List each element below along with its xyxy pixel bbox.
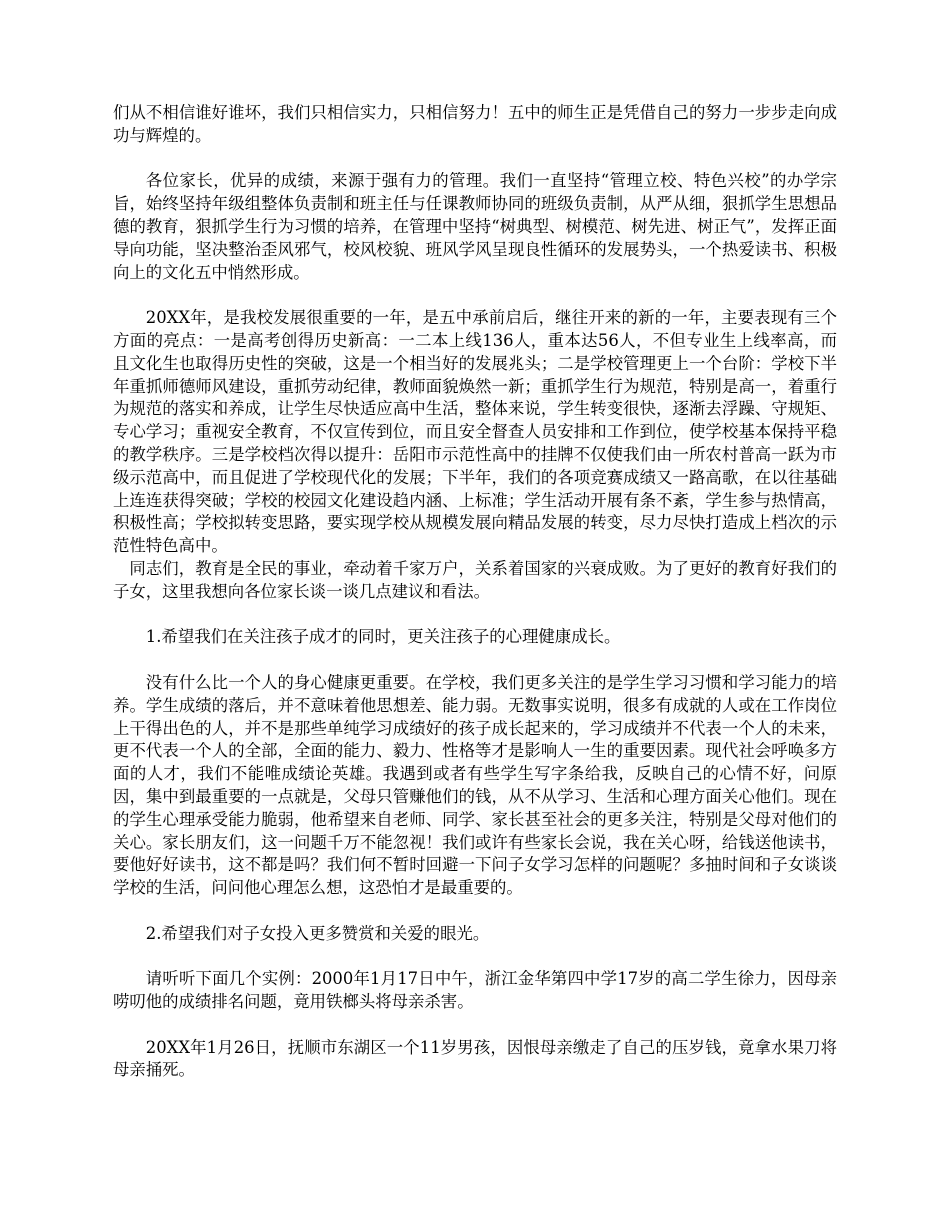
paragraph-example-1: 请听听下面几个实例：2000年1月17日中午，浙江金华第四中学17岁的高二学生徐力，因母亲唠叨他的成绩排名问题，竟用铁榔头将母亲杀害。 [113, 969, 837, 1012]
paragraph-continuation: 们从不相信谁好谁坏，我们只相信实力，只相信努力！五中的师生正是凭借自己的努力一步步走向成功与辉煌的。 [113, 103, 837, 145]
suggestion-heading-1: 1.希望我们在关注孩子成才的同时，更关注孩子的心理健康成长。 [145, 627, 621, 647]
paragraph-management: 各位家长，优异的成绩，来源于强有力的管理。我们一直坚持“管理立校、特色兴校”的办学宗旨，始终坚持年级组整体负责制和班主任与任课教师协同的班级负责制，从严从细，狠抓学生思想品德的教育，狠抓学生行为习惯的培养，在管理中坚持“树典型、树模范、树先进、树正气”，发挥正面导向功能，坚决整治歪风邪气，校风校貌、班风学风呈现良性循环的发展势头，一个热爱读书、积极向上的文化五中悄然形成。 [113, 171, 837, 282]
paragraph-mental-health: 没有什么比一个人的身心健康更重要。在学校，我们更多关注的是学生学习习惯和学习能力的培养。学生成绩的落后，并不意味着他思想差、能力弱。无数事实说明，很多有成就的人或在工作岗位上干得出色的人，并不是那些单纯学习成绩好的孩子成长起来的，学习成绩并不代表一个人的未来，更不代表一个人的全部，全面的能力、毅力、性格等才是影响人一生的重要因素。现代社会呼唤多方面的人才，我们不能唯成绩论英雄。我遇到或者有些学生写字条给我，反映自己的心情不好，问原因，集中到最重要的一点就是，父母只管赚他们的钱，从不从学习、生活和心理方面关心他们。现在的学生心理承受能力脆弱，他希望来自老师、同学、家长甚至社会的更多关注，特别是父母对他们的关心。家长朋友们，这一问题千万不能忽视！我们或许有些家长会说，我在关心呀，给钱送他读书，要他好好读书，这不都是吗？我们何不暂时回避一下问子女学习怎样的问题呢？多抽时间和子女谈谈学校的生活，问问他心理怎么想，这恐怕才是最重要的。 [113, 672, 837, 898]
suggestion-heading-2: 2.希望我们对子女投入更多赞赏和关爱的眼光。 [145, 923, 490, 943]
paragraph-comrades: 同志们，教育是全民的事业，牵动着千家万户，关系着国家的兴衰成败。为了更好的教育好我们的子女，这里我想向各位家长谈一谈几点建议和看法。 [113, 558, 837, 601]
document-body [113, 102, 837, 1082]
paragraph-highlights: 20XX年，是我校发展很重要的一年，是五中承前启后，继往开来的新的一年，主要表现有三个方面的亮点：一是高考创得历史新高：一二本上线136人，重本达56人，不但专业生上线率高，而且文化生也取得历史性的突破，这是一个相当好的发展兆头；二是学校管理更上一个台阶：学校下半年重抓师德师风建设，重抓劳动纪律，教师面貌焕然一新；重抓学生行为规范，特别是高一，着重行为规范的落实和养成，让学生尽快适应高中生活，整体来说，学生转变很快，逐渐去浮躁、守规矩、专心学习；重视安全教育，不仅宣传到位，而且安全督查人员安排和工作到位，使学校基本保持平稳的教学秩序。三是学校档次得以提升：岳阳市示范性高中的挂牌不仅使我们由一所农村普高一跃为市级示范高中，而且促进了学校现代化的发展；下半年，我们的各项竞赛成绩又一路高歌，在以往基础上连连获得突破；学校的校园文化建设趋内涵、上标准；学生活动开展有条不紊，学生参与热情高，积极性高；学校拟转变思路，要实现学校从规模发展向精品发展的转变，尽力尽快打造成上档次的示范性特色高中。 [113, 308, 837, 556]
paragraph-example-2: 20XX年1月26日，抚顺市东湖区一个11岁男孩，因恨母亲缴走了自己的压岁钱，竟拿水果刀将母亲捅死。 [113, 1037, 837, 1080]
